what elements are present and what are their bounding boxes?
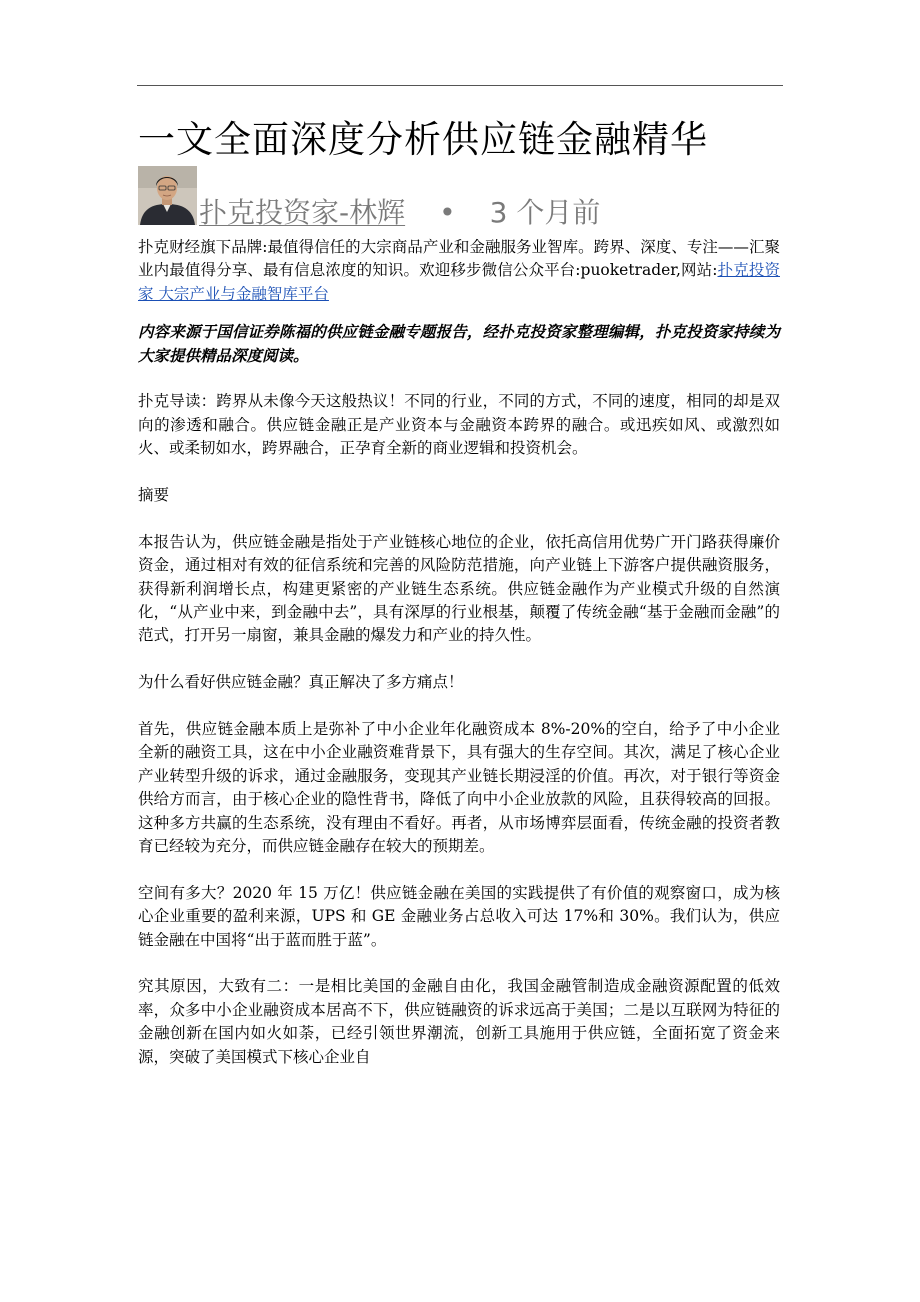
source-note: 内容来源于国信证券陈福的供应链金融专题报告，经扑克投资家整理编辑，扑克投资家持续为大家提供精品深度阅读。 bbox=[138, 322, 780, 365]
causes-paragraph: 究其原因，大致有二：一是相比美国的金融自由化，我国金融管制造成金融资源配置的低效率，众多中小企业融资成本居高不下，供应链融资的诉求远高于美国；二是以互联网为特征的金融创新在国内如火如荼，已经引领世界潮流，创新工具施用于供应链，全面拓宽了资金来源，突破了美国模式下核心企业自 bbox=[138, 977, 780, 1066]
top-divider bbox=[137, 85, 783, 86]
question-heading: 为什么看好供应链金融？真正解决了多方痛点！ bbox=[138, 673, 464, 692]
publish-time: 3 个月前 bbox=[489, 196, 601, 229]
article-title: 一文全面深度分析供应链金融精华 bbox=[138, 118, 708, 161]
intro-paragraph bbox=[138, 236, 780, 306]
section-heading-abstract: 摘要 bbox=[138, 486, 170, 505]
meta-separator: • bbox=[439, 196, 456, 229]
reasons-paragraph: 首先，供应链金融本质上是弥补了中小企业年化融资成本 8%-20%的空白，给予了中小企业全新的融资工具，这在中小企业融资难背景下，具有强大的生存空间。其次，满足了核心企业产业转型升级的诉求，通过金融服务，变现其产业链长期浸淫的价值。再次，对于银行等资金供给方而言，由于核心企业的隐性背书，降低了向中小企业放款的风险，且获得较高的回报。这种多方共赢的生态系统，没有理由不看好。再者，从市场博弈层面看，传统金融的投资者教育已经较为充分，而供应链金融存在较大的预期差。 bbox=[138, 720, 780, 856]
author-avatar-photo bbox=[138, 166, 197, 225]
website-link[interactable]: 扑克投资家 大宗产业与金融智库平台 bbox=[138, 261, 780, 303]
intro-text: 扑克财经旗下品牌:最值得信任的大宗商品产业和金融服务业智库。跨界、深度、专注——汇聚业内最值得分享、最有信息浓度的知识。欢迎移步微信公众平台:puoketrader,网站: bbox=[138, 238, 780, 280]
guide-paragraph: 扑克导读：跨界从未像今天这般热议！不同的行业，不同的方式，不同的速度，相同的却是双向的渗透和融合。供应链金融正是产业资本与金融资本跨界的融合。或迅疾如风、或激烈如火、或柔韧如水，跨界融合，正孕育全新的商业逻辑和投资机会。 bbox=[138, 392, 780, 458]
abstract-paragraph: 本报告认为，供应链金融是指处于产业链核心地位的企业，依托高信用优势广开门路获得廉价资金，通过相对有效的征信系统和完善的风险防范措施，向产业链上下游客户提供融资服务，获得新利润增长点，构建更紧密的产业链生态系统。供应链金融作为产业模式升级的自然演化，“从产业中来，到金融中去”，具有深厚的行业根基，颠覆了传统金融“基于金融而金融”的范式，打开另一扇窗，兼具金融的爆发力和产业的持久性。 bbox=[138, 532, 780, 645]
author-avatar[interactable] bbox=[138, 166, 197, 225]
article-body bbox=[138, 236, 780, 1093]
author-link[interactable]: 扑克投资家-林辉 bbox=[199, 196, 406, 229]
market-size-paragraph: 空间有多大？2020 年 15 万亿！供应链金融在美国的实践提供了有价值的观察窗口，成为核心企业重要的盈利来源，UPS 和 GE 金融业务占总收入可达 17%和 30%。我们认为，供应链金融在中国将“出于蓝而胜于蓝”。 bbox=[138, 883, 780, 949]
article-meta bbox=[199, 193, 600, 233]
